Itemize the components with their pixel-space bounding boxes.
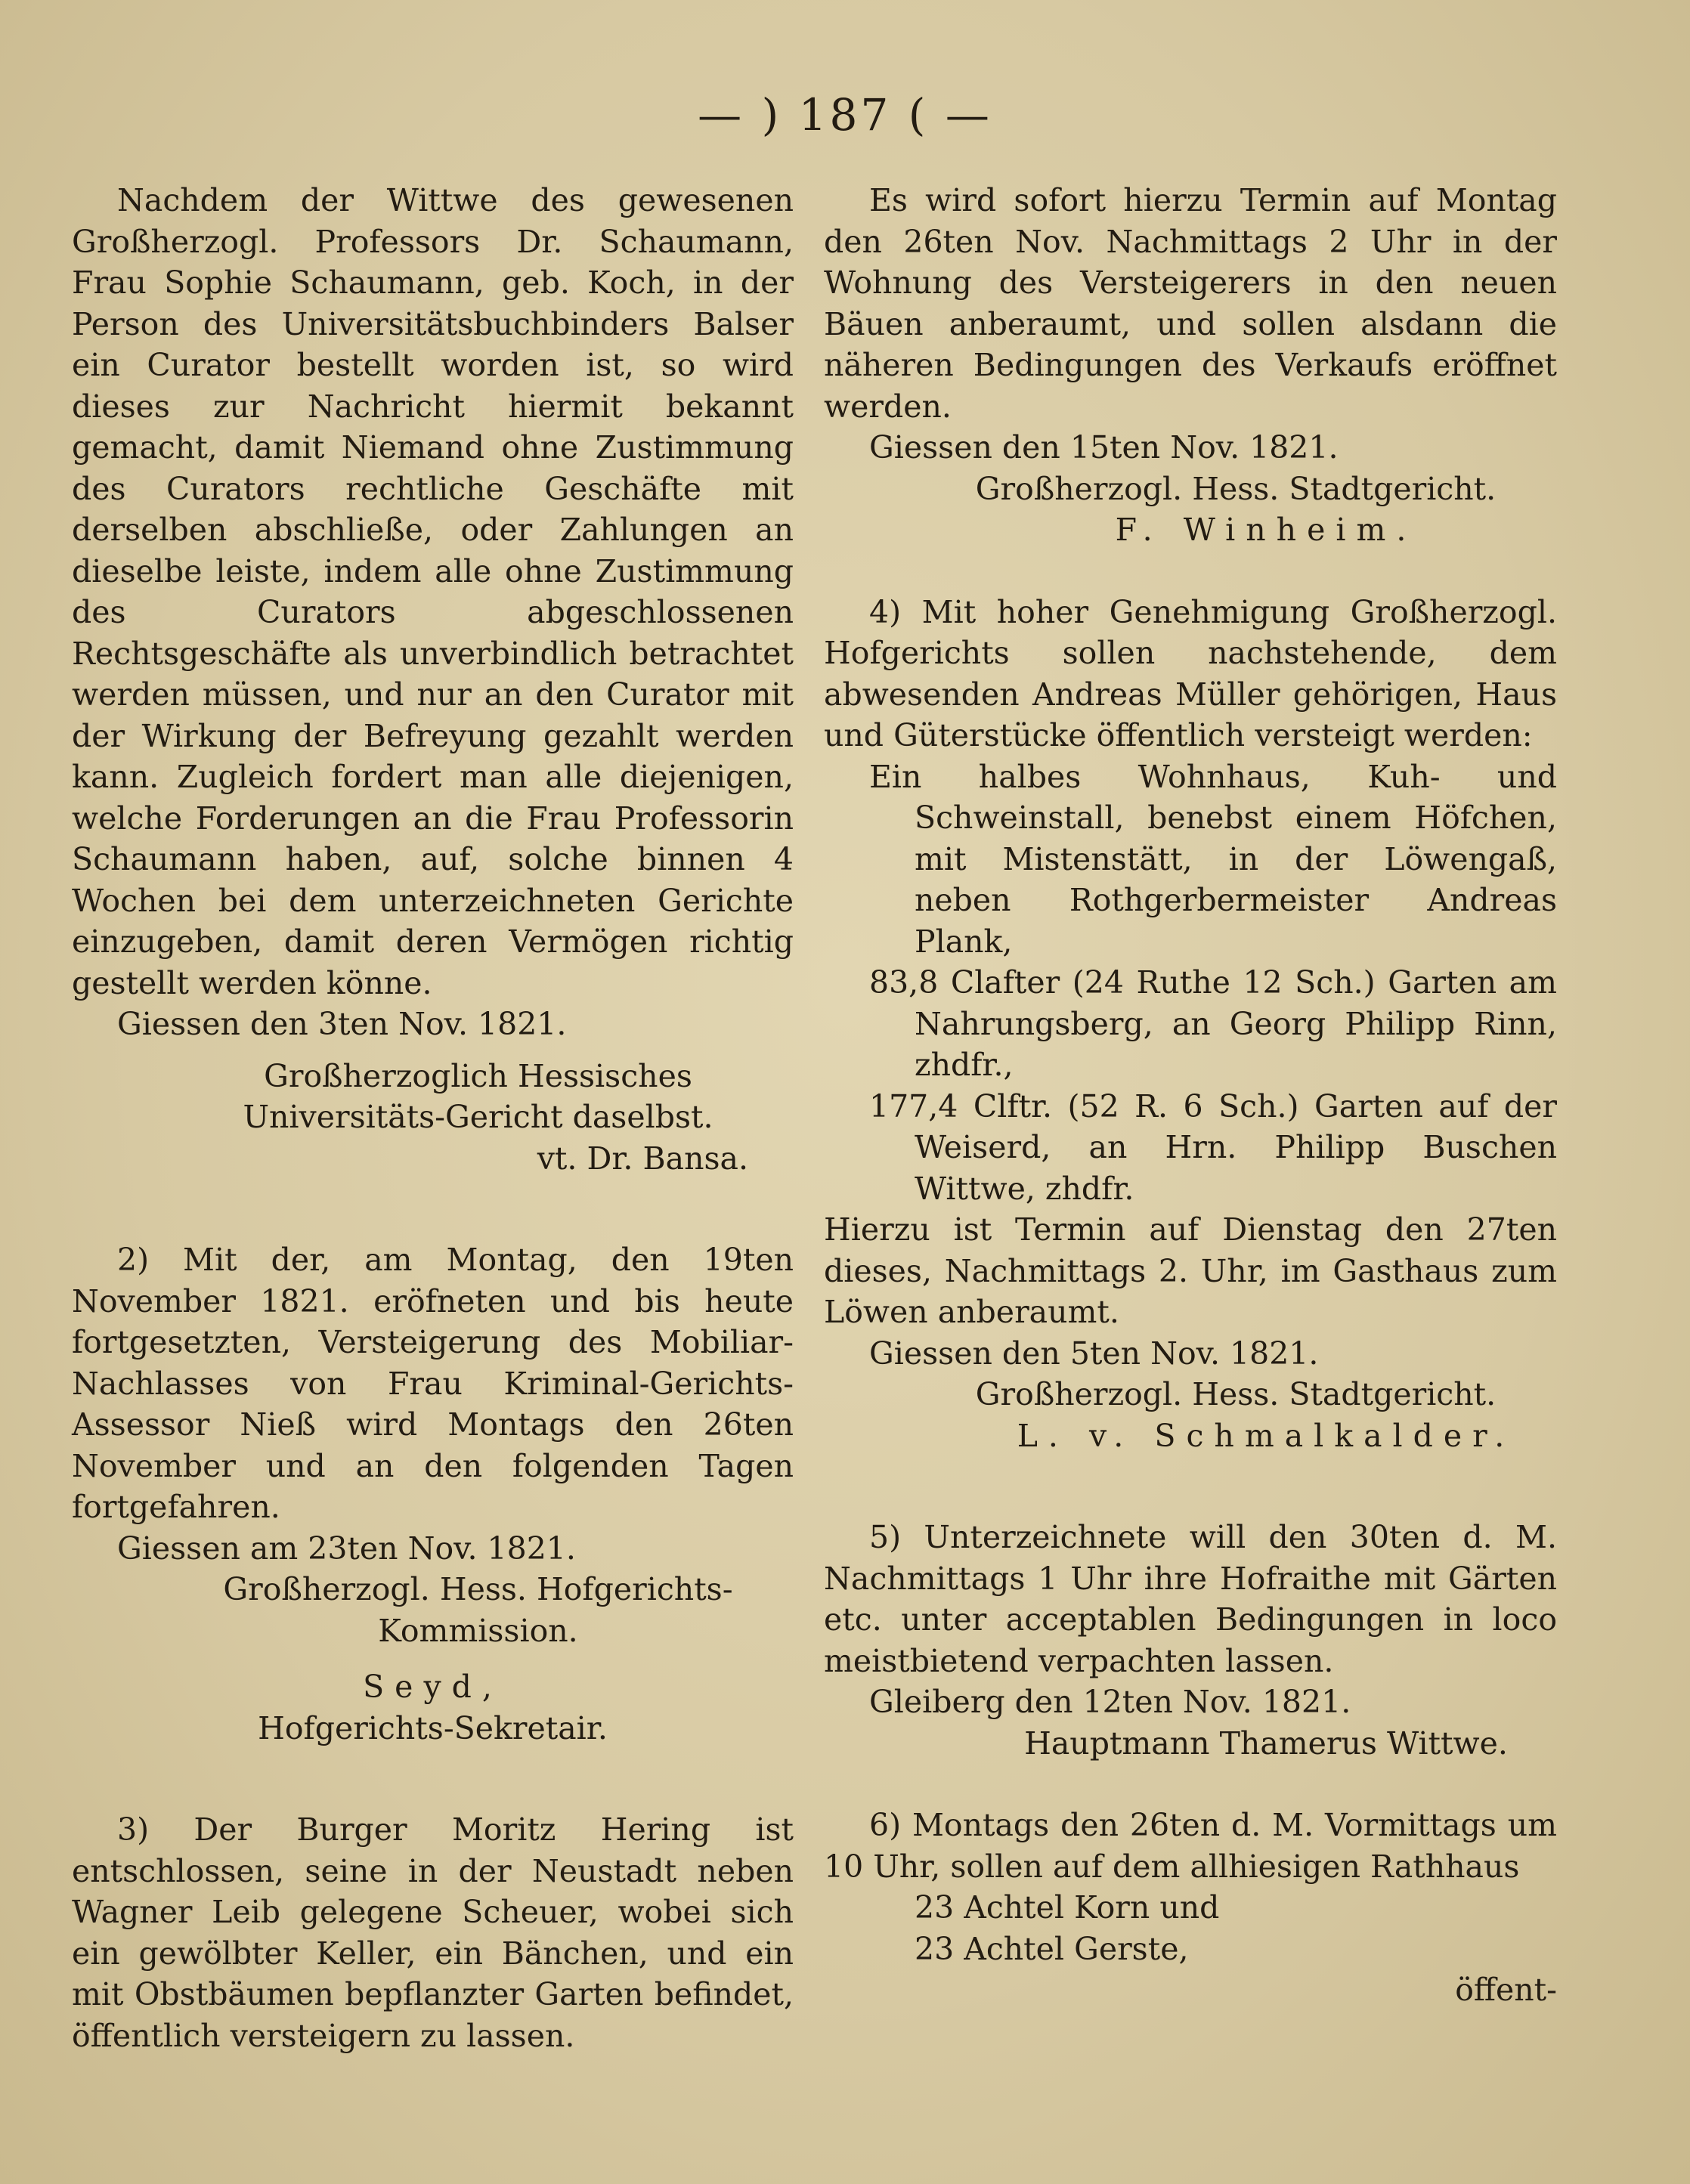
notice-5-body: 5) Unterzeichnete will den 30ten d. M. Nachmittags 1 Uhr ihre Hofraithe mit Gärten etc. unter acceptablen Bedingungen in loco meistbietend verpachten lassen. bbox=[824, 1519, 1557, 1679]
notice-3-cont-body: Es wird sofort hierzu Termin auf Montag den 26ten Nov. Nachmittags 2 Uhr in der Wohnung des Versteigerers in den neuen Bäuen anberaumt, und sollen alsdann die näheren Bedingungen des Verkaufs eröffnet werden. bbox=[824, 182, 1557, 425]
notice-5-date: Gleiberg den 12ten Nov. 1821. bbox=[869, 1684, 1351, 1720]
notice-4-item: Ein halbes Wohnhaus, Kuh- und Schweinstall, benebst einem Höfchen, mit Mistenstätt, in der Löwengaß, neben Rothgerbermeister Andreas Plank, bbox=[869, 758, 1557, 960]
notice-3-continued bbox=[824, 180, 1557, 551]
notice-2-signer: Seyd, bbox=[363, 1669, 503, 1705]
notice-4-signer: L. v. Schmalkalder. bbox=[1017, 1417, 1515, 1454]
notice-3-signature: Großherzogl. Hess. Stadtgericht. bbox=[975, 470, 1497, 507]
notice-2-body: 2) Mit der, am Montag, den 19ten November 1821. eröfneten und bis heute fortgesetzten, Versteigerung des Mobiliar-Nachlasses von Frau Kriminal-Gerichts-Assessor Nieß wird Montags den 26ten November und an den folgenden Tagen fortgefahren. bbox=[72, 1242, 794, 1525]
notice-1-signature: Großherzoglich Hessisches Universitäts-Gericht daselbst. bbox=[243, 1057, 713, 1135]
notice-4-item: 177,4 Clftr. (52 R. 6 Sch.) Garten auf der Weiserd, an Hrn. Philipp Buschen Wittwe, zhdfr. bbox=[869, 1087, 1557, 1207]
notice-1-body: Nachdem der Wittwe des gewesenen Großherzogl. Professors Dr. Schaumann, Frau Sophie Schaumann, geb. Koch, in der Person des Universitätsbuchbinders Balser ein Curator bestellt worden ist, so wird dieses zur Nachricht hiermit bekannt gemacht, damit Niemand ohne Zustimmung des Curators rechtliche Geschäfte mit derselben abschließe, oder Zahlungen an dieselbe leiste, indem alle ohne Zustimmung des Curators abgeschlossenen Rechtsgeschäfte als unverbindlich betrachtet werden müssen, und nur an den Curator mit der Wirkung der Befreyung gezahlt werden kann. Zugleich fordert man alle diejenigen, welche Forderungen an die Frau Professorin Schaumann haben, auf, solche binnen 4 Wochen bei dem unterzeichneten Gerichte einzugeben, damit deren Vermögen richtig gestellt werden könne. bbox=[72, 182, 794, 1001]
notice-4-date: Giessen den 5ten Nov. 1821. bbox=[869, 1335, 1319, 1372]
notice-2-signature: Großherzogl. Hess. Hofgerichts-Kommission. bbox=[223, 1571, 733, 1649]
notice-6 bbox=[824, 1805, 1557, 2011]
notice-3-body: 3) Der Burger Moritz Hering ist entschlossen, seine in der Neustadt neben Wagner Leib gelegene Scheuer, wobei sich ein gewölbter Keller, ein Bänchen, und ein mit Obstbäumen bepflanzter Garten befindet, öffentlich versteigern zu lassen. bbox=[72, 1811, 794, 2054]
notice-1-signer: vt. Dr. Bansa. bbox=[537, 1140, 748, 1177]
notice-2-signer-title: Hofgerichts-Sekretair. bbox=[258, 1709, 608, 1746]
notice-3-signer: F. Winheim. bbox=[1115, 512, 1417, 548]
catchword: öffent- bbox=[1455, 1972, 1557, 2008]
notice-4-closing: Hierzu ist Termin auf Dienstag den 27ten dieses, Nachmittags 2. Uhr, im Gasthaus zum Löwen anberaumt. bbox=[824, 1211, 1557, 1330]
notice-5 bbox=[824, 1517, 1557, 1764]
notice-2-date: Giessen am 23ten Nov. 1821. bbox=[117, 1530, 576, 1567]
notice-6-body: 6) Montags den 26ten d. M. Vormittags um 10 Uhr, sollen auf dem allhiesigen Rathhaus bbox=[824, 1807, 1557, 1885]
notice-1 bbox=[72, 180, 794, 1179]
notice-4-signature: Großherzogl. Hess. Stadtgericht. bbox=[975, 1376, 1497, 1412]
page-number: — ) 187 ( — bbox=[698, 89, 992, 141]
notice-1-date: Giessen den 3ten Nov. 1821. bbox=[117, 1006, 567, 1042]
notice-2 bbox=[72, 1239, 794, 1749]
notice-6-item: 23 Achtel Gerste, bbox=[915, 1930, 1189, 1967]
notice-4-item: 83,8 Clafter (24 Ruthe 12 Sch.) Garten am Nahrungsberg, an Georg Philipp Rinn, zhdfr., bbox=[869, 964, 1557, 1083]
notice-4 bbox=[824, 592, 1557, 1457]
notice-3 bbox=[72, 1809, 794, 2056]
notice-5-signature: Hauptmann Thamerus Wittwe. bbox=[1024, 1725, 1508, 1762]
notice-4-body: 4) Mit hoher Genehmigung Großherzogl. Hofgerichts sollen nachstehende, dem abwesenden Andreas Müller gehörigen, Haus und Güterstücke öffentlich versteigt werden: bbox=[824, 593, 1557, 753]
right-column bbox=[824, 180, 1557, 2011]
notice-6-item: 23 Achtel Korn und bbox=[915, 1889, 1220, 1926]
notice-3-date: Giessen den 15ten Nov. 1821. bbox=[869, 429, 1339, 466]
left-column bbox=[72, 180, 794, 2056]
